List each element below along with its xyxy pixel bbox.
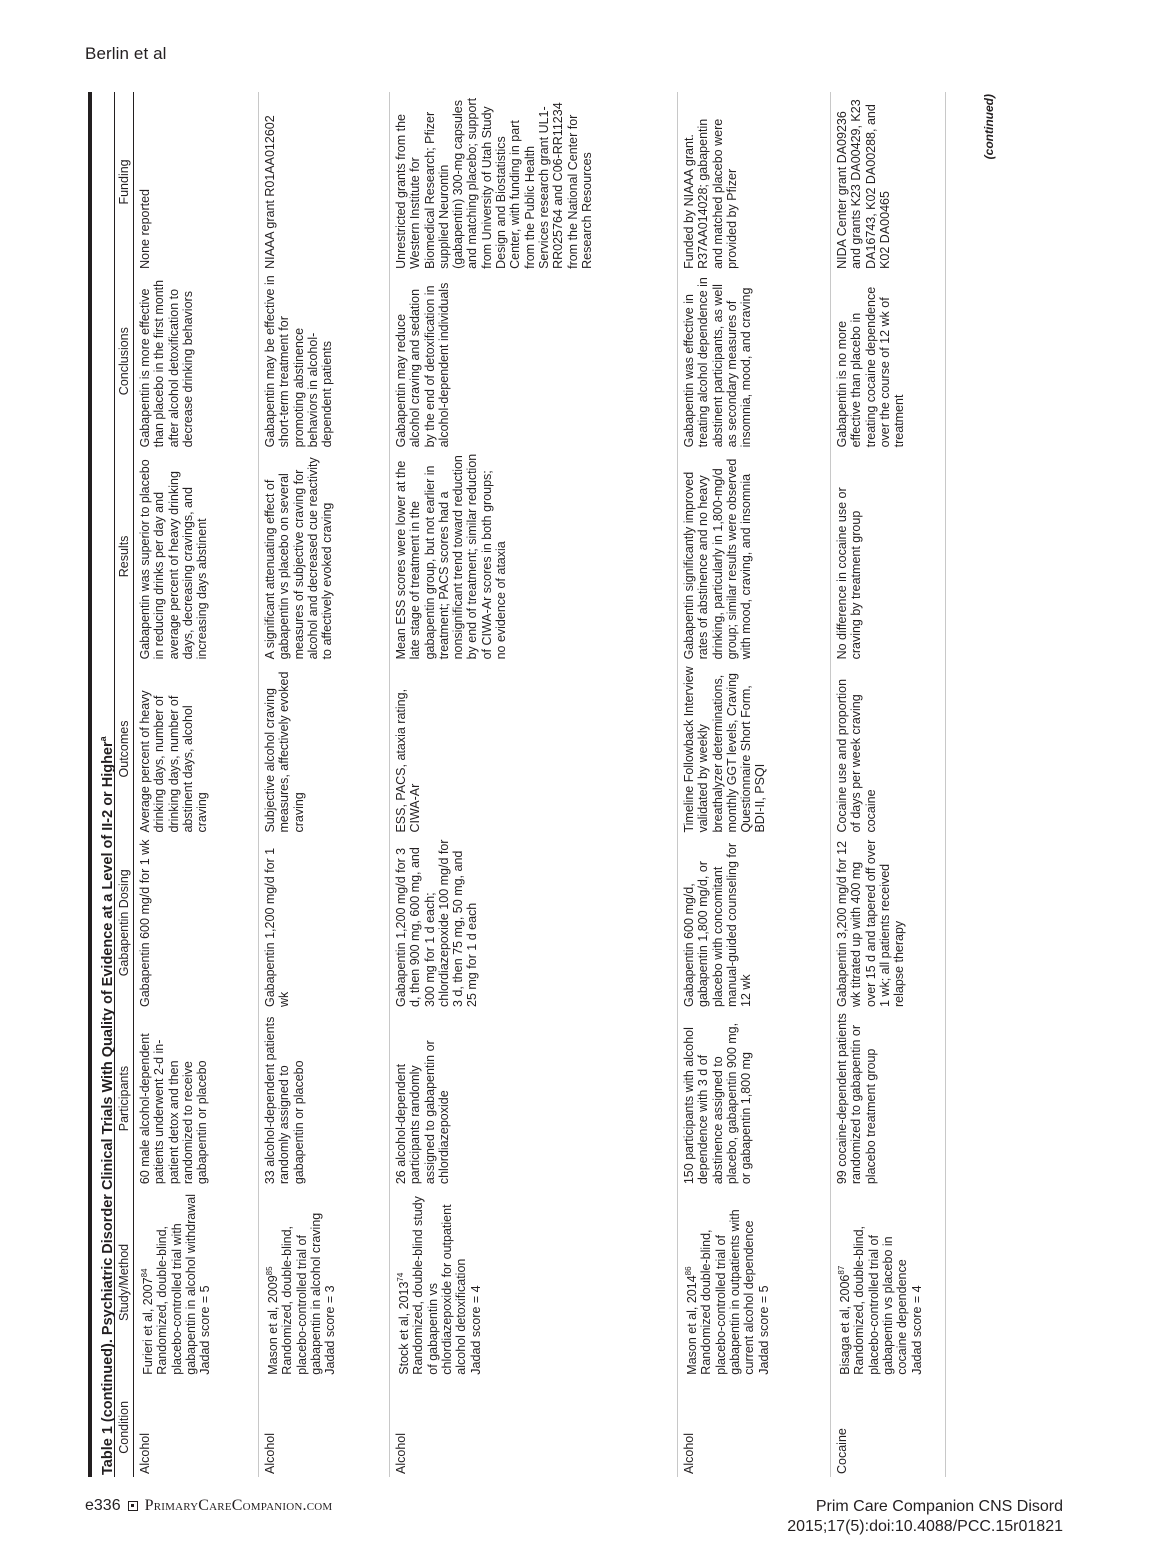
cell-results: No difference in cocaine use or craving by treatment group (831, 450, 946, 662)
cell-participants: 26 alcohol-dependent participants randomly assigned to gabapentin or chlordiazepoxide (390, 1010, 678, 1187)
cell-dosing: Gabapentin 600 mg/d, gabapentin 1,800 mg/d, or placebo with concomitant manual-guided counseling for 12 wk (678, 836, 831, 1010)
footer-right (787, 1497, 1063, 1537)
cell-outcomes: Average percent of heavy drinking days, number of drinking days, number of abstinent days, alcohol craving (134, 662, 259, 835)
table-row (390, 92, 678, 1477)
col-header-funding: Funding (115, 92, 134, 272)
study-name: Mason et al, 2014$^{86}$ (684, 1266, 700, 1375)
col-header-participants: Participants (115, 1010, 134, 1187)
jadad-score: Jadad score = 5 (756, 1285, 771, 1375)
study-method: Randomized, double-blind, placebo-controlled trial with gabapentin in alcohol withdrawal (155, 1194, 199, 1375)
cell-results: Mean ESS scores were lower at the late stage of treatment in the gabapentin group, but not earlier in treatment; PACS scores had a nonsignificant trend toward reduction by end of treatment; similar reduction of CIWA-Ar scores in both groups; no evidence of ataxia (390, 450, 678, 662)
cell-study-method (390, 1187, 678, 1378)
cell-condition: Alcohol (678, 1378, 831, 1477)
cell-study-method (134, 1187, 259, 1378)
cell-funding: Funded by NIAAA grant. R37AA014028; gabapentin and matched placebo were provided by Pfizer (678, 92, 831, 272)
jadad-score: Jadad score = 4 (468, 1285, 483, 1375)
study-reference: 85 (265, 1266, 274, 1276)
cell-participants: 99 cocaine-dependent patients randomized to gabapentin or placebo treatment group (831, 1010, 946, 1187)
cell-conclusions: Gabapentin is no more effective than placebo in treating cocaine dependence over the course of 12 wk of treatment (831, 272, 946, 450)
cell-conclusions: Gabapentin was effective in treating alcohol dependence in abstinent participants, as well as secondary measures of insomnia, mood, and craving (678, 272, 831, 450)
footer-left (85, 1497, 332, 1515)
table-title-text: Table 1 (continued). Psychiatric Disorder Clinical Trials With Quality of Evidence at a Level of II-2 or Higher (99, 741, 116, 1475)
table-row (259, 92, 390, 1477)
rotated-table-container (88, 92, 998, 1477)
table-title (88, 92, 114, 1477)
cell-conclusions: Gabapentin may be effective in short-term treatment for promoting abstinence behaviors in alcohol-dependent patients (259, 272, 390, 450)
cell-condition: Alcohol (259, 1378, 390, 1477)
cell-study-method (678, 1187, 831, 1378)
jadad-score: Jadad score = 3 (323, 1285, 338, 1375)
table-title-footnote-mark: a (98, 736, 108, 742)
jadad-score: Jadad score = 5 (198, 1285, 213, 1375)
cell-outcomes: Subjective alcohol craving measures, affectively evoked craving (259, 662, 390, 835)
cell-participants: 150 participants with alcohol dependence with 3 d of abstinence assigned to placebo, gabapentin 900 mg, or gabapentin 1,800 mg (678, 1010, 831, 1187)
cell-results: A significant attenuating effect of gabapentin vs placebo on several measures of subjective craving for alcohol and decreased cue reactivity to affectively evoked craving (259, 450, 390, 662)
col-header-study-method: Study/Method (115, 1187, 134, 1378)
cell-outcomes: Cocaine use and proportion of days per week craving cocaine (831, 662, 946, 835)
cell-condition: Alcohol (390, 1378, 678, 1477)
table-row (678, 92, 831, 1477)
study-method: Randomized, double-blind, placebo-controlled trial of gabapentin vs placebo in cocaine dependence (852, 1225, 910, 1375)
study-name: Bisaga et al, 2006$^{87}$ (837, 1265, 853, 1375)
study-method: Randomized double-blind, placebo-controlled trial of gabapentin in outpatients with current alcohol dependence (699, 1209, 757, 1375)
cell-results: Gabapentin significantly improved rates of abstinence and no heavy drinking, particularly in 1,800-mg/d group; similar results were observed with mood, craving, and insomnia (678, 450, 831, 662)
col-header-condition: Condition (115, 1378, 134, 1477)
study-reference: 86 (684, 1266, 693, 1276)
table-continued-note: (continued) (982, 94, 996, 160)
cell-participants: 33 alcohol-dependent patients randomly assigned to gabapentin or placebo (259, 1010, 390, 1187)
table-row (831, 92, 946, 1477)
study-name: Furieri et al, 2007$^{84}$ (140, 1268, 156, 1375)
jadad-score: Jadad score = 4 (909, 1285, 924, 1375)
running-header-author: Berlin et al (85, 44, 167, 63)
cell-condition: Cocaine (831, 1378, 946, 1477)
cell-conclusions: Gabapentin may reduce alcohol craving and sedation by the end of detoxification in alcohol-dependent individuals (390, 272, 678, 450)
journal-name: Prim Care Companion CNS Disord (815, 1498, 1063, 1515)
clinical-trials-table (114, 92, 946, 1477)
study-method: Randomized, double-blind, placebo-controlled trial of gabapentin in alcohol craving (280, 1212, 324, 1375)
cell-dosing: Gabapentin 1,200 mg/d for 1 wk (259, 836, 390, 1010)
study-reference: 84 (140, 1268, 149, 1278)
page-number: e336 (85, 1497, 121, 1514)
square-bullet-icon (128, 1501, 138, 1511)
cell-funding: NIDA Center grant DA09236 and grants K23 DA00429, K23 DA16743, K02 DA00288, and K02 DA00465 (831, 92, 946, 272)
cell-condition: Alcohol (134, 1378, 259, 1477)
table-row (134, 92, 259, 1477)
col-header-outcomes: Outcomes (115, 662, 134, 835)
cell-study-method (259, 1187, 390, 1378)
study-name: Mason et al, 2009$^{85}$ (265, 1266, 281, 1375)
cell-dosing: Gabapentin 1,200 mg/d for 3 d, then 900 mg, 600 mg, and 300 mg for 1 d each; chlordiazepoxide 100 mg/d for 3 d, then 75 mg, 50 mg, and 25 mg for 1 d each (390, 836, 678, 1010)
col-header-results: Results (115, 450, 134, 662)
study-reference: 74 (396, 1272, 405, 1282)
cell-outcomes: ESS, PACS, ataxia rating, CIWA-Ar (390, 662, 678, 835)
cell-participants: 60 male alcohol-dependent patients underwent 2-d in-patient detox and then randomized to receive gabapentin or placebo (134, 1010, 259, 1187)
article-citation: 2015;17(5):doi:10.4088/PCC.15r01821 (787, 1518, 1063, 1535)
cell-study-method (831, 1187, 946, 1378)
journal-website-link[interactable]: PrimaryCareCompanion.com (144, 1497, 333, 1514)
col-header-dosing: Gabapentin Dosing (115, 836, 134, 1010)
study-reference: 87 (837, 1265, 846, 1275)
cell-results: Gabapentin was superior to placebo in reducing drinks per day and average percent of heavy drinking days, decreasing cravings, and increasing days abstinent (134, 450, 259, 662)
study-method: Randomized, double-blind study of gabapentin vs chlordiazepoxide for outpatient alcohol detoxification (411, 1196, 469, 1375)
col-header-conclusions: Conclusions (115, 272, 134, 450)
study-name: Stock et al, 2013$^{74}$ (396, 1272, 412, 1375)
cell-dosing: Gabapentin 600 mg/d for 1 wk (134, 836, 259, 1010)
cell-conclusions: Gabapentin is more effective than placebo in the first month after alcohol detoxification to decrease drinking behaviors (134, 272, 259, 450)
cell-outcomes: Timeline Followback Interview validated by weekly breathalyzer determinations, monthly GGT levels, Craving Questionnaire Short Form, BDI-II, PSQI (678, 662, 831, 835)
cell-funding: NIAAA grant R01AA012602 (259, 92, 390, 272)
cell-funding: None reported (134, 92, 259, 272)
cell-dosing: Gabapentin 3,200 mg/d for 12 wk titrated up with 400 mg over 15 d and tapered off over 1 wk; all patients received relapse therapy (831, 836, 946, 1010)
cell-funding: Unrestricted grants from the Western Institute for Biomedical Research; Pfizer supplied Neurontin (gabapentin) 300-mg capsules and matching placebo; support from University of Utah Study Design and Biostatistics Center, with funding in part from the Public Health Services research grant UL1-RR025764 and C06-RR11234 from the National Center for Research Resources (390, 92, 678, 272)
